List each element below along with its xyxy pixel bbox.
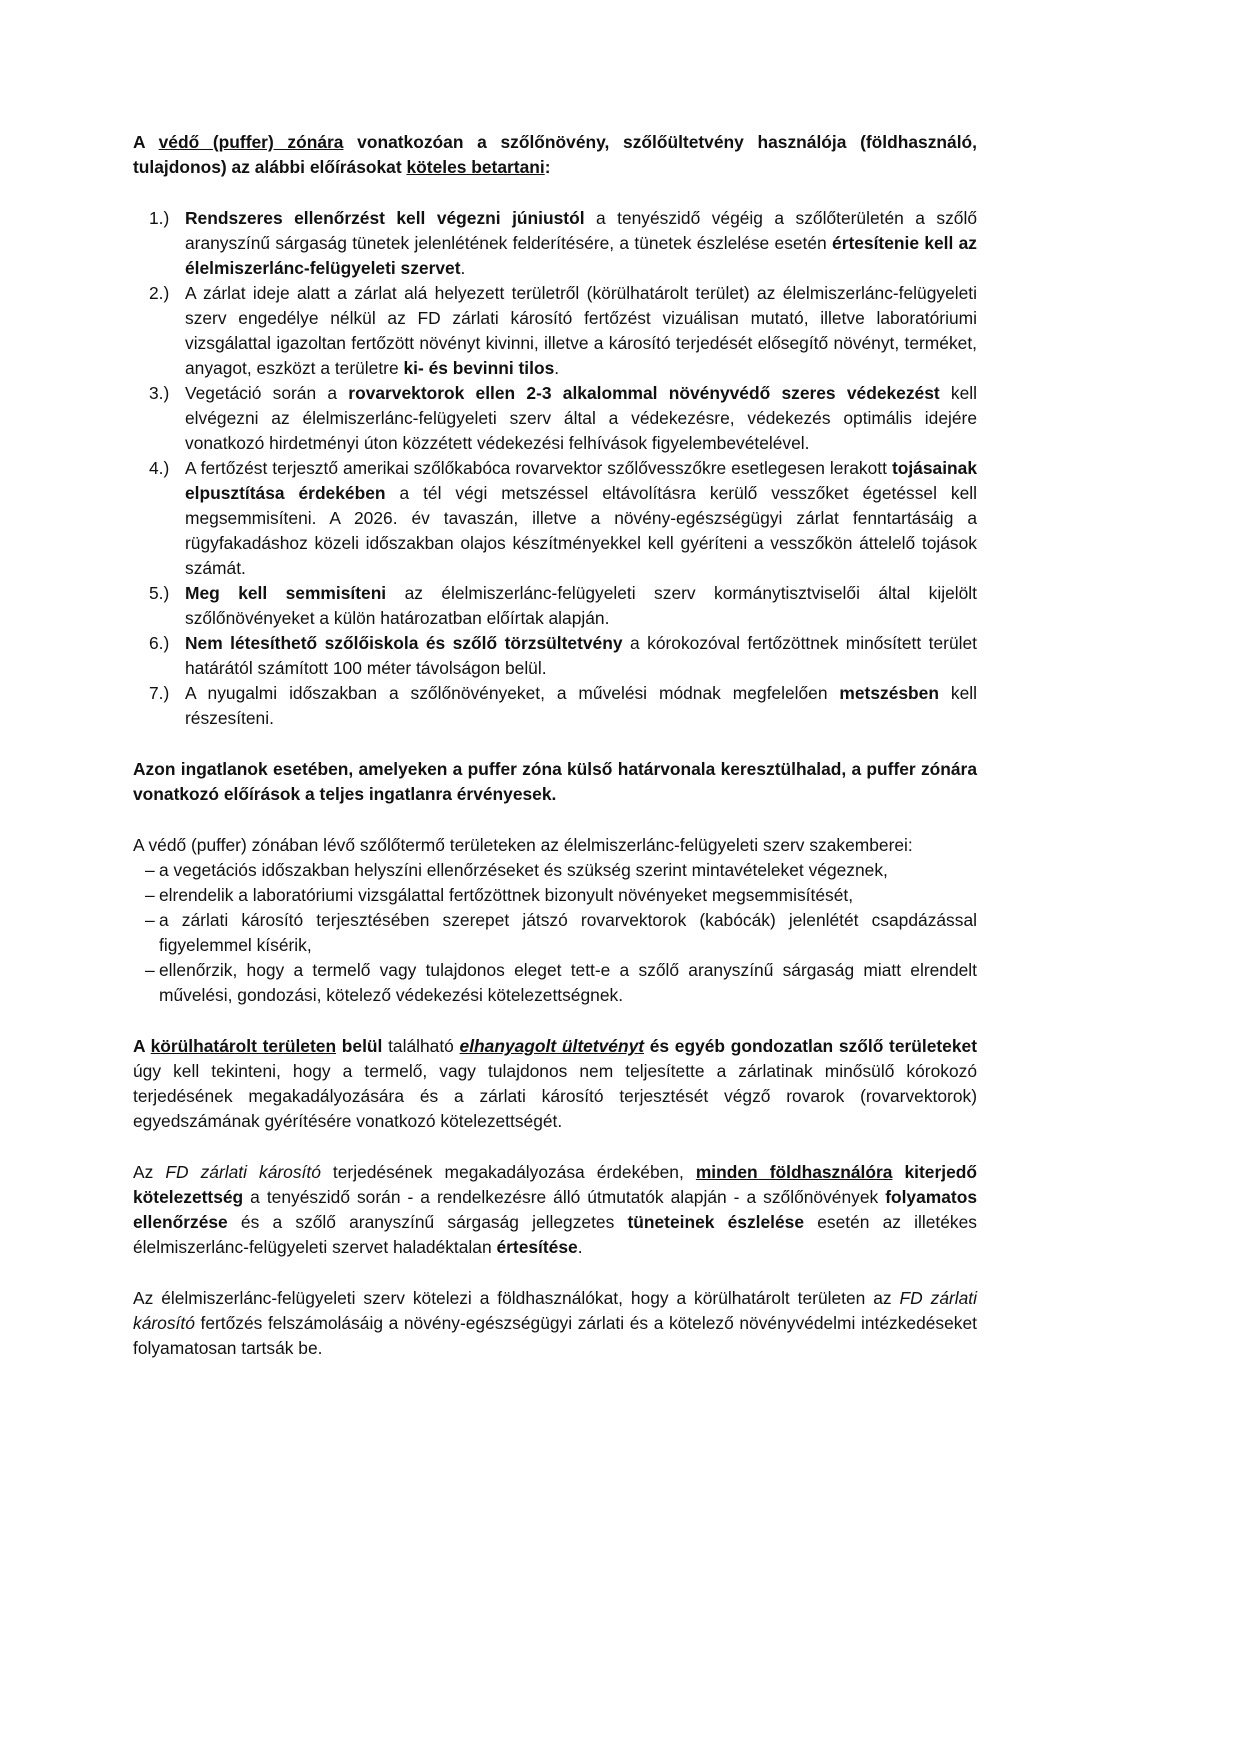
text: a kórokozóval fertőzöttnek minősített terület határától számított 100 méter távolságon belül.: [185, 633, 977, 678]
bold-text: Rendszeres ellenőrzést kell végezni júniustól: [185, 208, 585, 228]
task-text: ellenőrzik, hogy a termelő vagy tulajdonos eleget tett-e a szőlő aranyszínű sárgaság miatt elrendelt művelési, gondozási, kötelező védekezési kötelezettségnek.: [159, 960, 977, 1005]
intro-paragraph: [133, 130, 977, 180]
item-number: 4.): [149, 458, 170, 478]
text: a tenyészidő végéig a szőlőterületén a szőlő aranyszínű sárgaság tünetek jelenlétének felderítésére, a tünetek észlelése esetén: [185, 208, 977, 253]
text: .: [577, 1237, 583, 1257]
text: kell részesíteni.: [185, 683, 977, 728]
requirement-item: [133, 581, 977, 631]
item-number: 6.): [149, 633, 170, 653]
text: található: [382, 1036, 460, 1056]
bold-text: ki- és bevinni tilos: [403, 358, 555, 378]
text: esetén az illetékes élelmiszerlánc-felügyeleti szervet haladéktalan: [133, 1212, 977, 1257]
task-text: a zárlati károsító terjesztésében szerepet játszó rovarvektorok (kabócák) jelenlétét csapdázással figyelemmel kísérik,: [159, 910, 977, 955]
text: a tél végi metszéssel eltávolításra kerülő vesszőket égetéssel kell megsemmisíteni. A 2026. év tavaszán, illetve a növény-egészségügyi zárlat fenntartásáig a rügyfakadáshoz közeli időszakban olajos készítményekkel kell gyéríteni a vesszőkön áttelelő tojások számát.: [185, 483, 977, 578]
buffer-note-paragraph: Azon ingatlanok esetében, amelyeken a puffer zóna külső határvonala keresztülhalad, a puffer zónára vonatkozó előírások a teljes ingatlanra érvényesek.: [133, 759, 977, 804]
text: A fertőzést terjesztő amerikai szőlőkabóca rovarvektor szőlővesszőkre esetlegesen lerakott: [185, 458, 892, 478]
fd-duty-paragraph: [133, 1160, 977, 1260]
item-number: 3.): [149, 383, 170, 403]
text: A nyugalmi időszakban a szőlőnövényeket, a művelési módnak megfelelően: [185, 683, 840, 703]
text: A zárlat ideje alatt a zárlat alá helyezett területről (körülhatárolt terület) az élelmiszerlánc-felügyeleti szerv engedélye nélkül az FD zárlati károsító fertőzést vizuálisan mutató, illetve laboratóriumi vizsgálattal igazoltan fertőzött növényt kivinni, illetve a károsító terjedését elősegítő növényt, terméket, anyagot, eszközt a területre: [185, 283, 977, 378]
document-page: [133, 130, 977, 1387]
item-number: 2.): [149, 283, 170, 303]
dash-bullet-icon: –: [145, 885, 155, 905]
authority-tasks-list: [133, 858, 977, 1008]
neglected-vineyard-paragraph: [133, 1034, 977, 1134]
bold-text: értesítése: [496, 1237, 578, 1257]
closing-paragraph: [133, 1286, 977, 1361]
text: terjedésének megakadályozása érdekében,: [320, 1162, 696, 1182]
dash-bullet-icon: –: [145, 960, 155, 980]
bold-text: és egyéb gondozatlan szőlő területeket: [644, 1036, 977, 1056]
bold-text: Nem létesíthető szőlőiskola és szőlő törzsültetvény: [185, 633, 623, 653]
bold-text: értesítenie kell az élelmiszerlánc-felügyeleti szervet: [185, 233, 977, 278]
text: úgy kell tekinteni, hogy a termelő, vagy tulajdonos nem teljesítette a zárlatinak minősülő kórokozó terjedésének megakadályozására és a zárlati károsító terjesztését végző rovarok (rovarvektorok) egyedszámának gyérítésére vonatkozó kötelezettségét.: [133, 1061, 977, 1131]
text: kell elvégezni az élelmiszerlánc-felügyeleti szerv által a védekezésre, védekezés optimális idejére vonatkozó hirdetményi úton közzétett védekezési felhívások figyelembevételével.: [185, 383, 978, 453]
text: Vegetáció során a: [185, 383, 349, 403]
authority-tasks-heading: A védő (puffer) zónában lévő szőlőtermő területeken az élelmiszerlánc-felügyeleti szerv szakemberei:: [133, 835, 913, 855]
obligation-term: köteles betartani: [406, 157, 545, 177]
requirement-item: [133, 456, 977, 581]
text: Az: [133, 1162, 166, 1182]
intro-text: A: [133, 132, 159, 152]
requirement-item: [133, 206, 977, 281]
requirement-item: [133, 281, 977, 381]
intro-text: vonatkozóan a szőlőnövény, szőlőültetvény használója (földhasználó, tulajdonos) az alábbi előírásokat: [133, 132, 978, 177]
text: a tenyészidő során - a rendelkezésre álló útmutatók alapján - a szőlőnövények: [243, 1187, 886, 1207]
text: fertőzés felszámolásáig a növény-egészségügyi zárlati és a kötelező növényvédelmi intézkedéseket folyamatosan tartsák be.: [133, 1313, 977, 1358]
text: .: [554, 358, 560, 378]
every-landuser-term: minden földhasználóra: [695, 1162, 893, 1182]
task-text: a vegetációs időszakban helyszíni ellenőrzéseket és szükség szerint mintavételeket végeznek,: [159, 860, 888, 880]
bold-text: folyamatos ellenőrzése: [133, 1187, 977, 1232]
bold-text: tojásainak elpusztítása érdekében: [185, 458, 977, 503]
item-number: 5.): [149, 583, 170, 603]
dash-bullet-icon: –: [145, 910, 155, 930]
text: Az élelmiszerlánc-felügyeleti szerv kötelezi a földhasználókat, hogy a körülhatárolt területen az: [133, 1288, 900, 1308]
text: az élelmiszerlánc-felügyeleti szerv kormánytisztviselői által kijelölt szőlőnövényeket a külön határozatban előírtak alapján.: [185, 583, 977, 628]
task-text: elrendelik a laboratóriumi vizsgálattal fertőzöttnek bizonyult növényeket megsemmisítését,: [159, 885, 854, 905]
bold-text: Meg kell semmisíteni: [185, 583, 387, 603]
bold-text: A: [133, 1036, 151, 1056]
buffer-zone-term: védő (puffer) zónára: [158, 132, 344, 152]
dash-bullet-icon: –: [145, 860, 155, 880]
task-item: [133, 883, 977, 908]
requirement-item: [133, 681, 977, 731]
requirements-list: [133, 206, 977, 731]
task-item: [133, 958, 977, 1008]
task-item: [133, 908, 977, 958]
bold-text: tüneteinek észlelése: [627, 1212, 805, 1232]
requirement-item: [133, 381, 977, 456]
fd-term: FD zárlati károsító: [165, 1162, 321, 1182]
bold-text: rovarvektorok ellen 2-3 alkalommal növényvédő szeres védekezést: [348, 383, 940, 403]
task-item: [133, 858, 977, 883]
item-number: 1.): [149, 208, 170, 228]
neglected-plantation-term: elhanyagolt ültetvényt: [459, 1036, 645, 1056]
bold-text: belül: [336, 1036, 383, 1056]
fd-term: FD zárlati károsító: [133, 1288, 978, 1333]
demarcated-area-term: körülhatárolt területen: [150, 1036, 337, 1056]
text: és a szőlő aranyszínű sárgaság jellegzetes: [227, 1212, 628, 1232]
bold-text: metszésben: [839, 683, 939, 703]
item-number: 7.): [149, 683, 170, 703]
intro-text: :: [544, 157, 551, 177]
bold-text: kiterjedő kötelezettség: [133, 1162, 977, 1207]
text: .: [460, 258, 466, 278]
requirement-item: [133, 631, 977, 681]
